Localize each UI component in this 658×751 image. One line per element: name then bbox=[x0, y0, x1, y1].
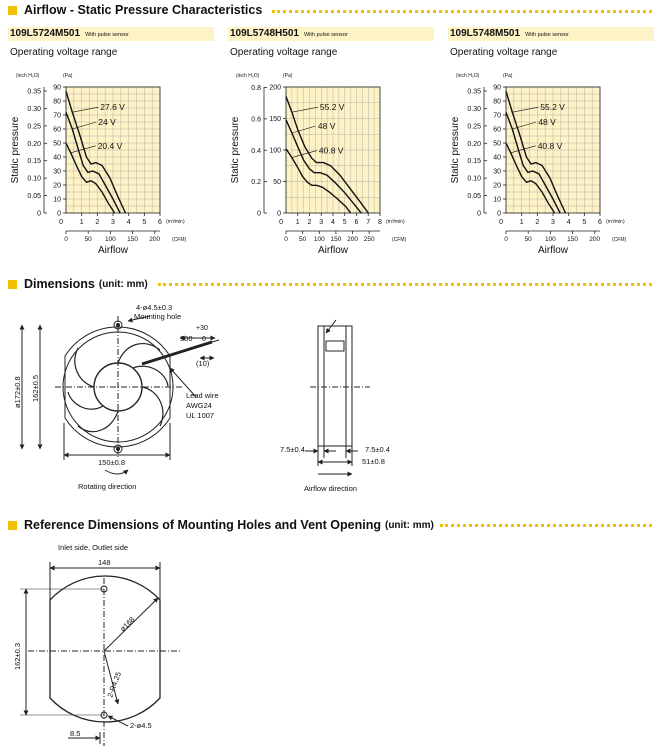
rotating-direction-label: Rotating direction bbox=[78, 482, 137, 491]
y-tick-label-pa: 60 bbox=[493, 126, 501, 134]
y-tick-label-pa: 40 bbox=[53, 154, 61, 162]
width-label: 150±0.8 bbox=[98, 458, 126, 467]
y-tick-label-inch: 0 bbox=[477, 210, 481, 218]
cfm-tick-label: 0 bbox=[504, 236, 508, 243]
y-tick-label-pa: 30 bbox=[53, 168, 61, 176]
x-tick-label: 3 bbox=[551, 219, 555, 226]
vent-opening-outline bbox=[50, 576, 160, 722]
series-label: 27.6 V bbox=[100, 102, 125, 113]
cfm-tick-label: 100 bbox=[313, 236, 325, 243]
y-tick-label-pa: 100 bbox=[269, 147, 281, 155]
x-tick-label: 3 bbox=[319, 219, 324, 226]
cfm-tick-label: 50 bbox=[299, 236, 307, 243]
holes-label: 4-ø4.5±0.3 bbox=[136, 303, 173, 312]
x-unit-cfm: (CFM) bbox=[612, 237, 627, 243]
ref-width: 148 bbox=[98, 558, 111, 567]
y-tick-label-pa: 70 bbox=[53, 112, 61, 120]
section-airflow-header bbox=[8, 3, 262, 17]
y-tick-label-inch: 0 bbox=[37, 210, 41, 218]
lead-wire-label: Lead wire bbox=[186, 391, 219, 400]
y-tick-label-inch: 0.35 bbox=[27, 88, 41, 96]
x-tick-label: 0 bbox=[279, 219, 283, 226]
chart-model: 109L5748H501 With pulse sensor bbox=[230, 28, 348, 39]
y-unit-pa: (Pa) bbox=[503, 73, 513, 79]
series-label: 40.8 V bbox=[318, 145, 344, 156]
y-tick-label-pa: 50 bbox=[493, 140, 501, 148]
x-unit-m3: (m³/min) bbox=[606, 219, 625, 225]
airflow-direction-label: Airflow direction bbox=[304, 484, 357, 493]
x-axis-title: Airflow bbox=[317, 245, 349, 256]
section-title: Dimensions bbox=[24, 277, 95, 291]
y-axis-title: Static pressure bbox=[450, 116, 461, 184]
ref-diameter: ø168 bbox=[118, 614, 137, 634]
y-tick-label-inch: 0.6 bbox=[251, 116, 261, 124]
cfm-tick-label: 100 bbox=[544, 236, 556, 243]
chart-model: 109L5748M501 With pulse sensor bbox=[450, 28, 569, 39]
awg-label: AWG24 bbox=[186, 401, 212, 410]
y-tick-label-inch: 0.35 bbox=[467, 88, 481, 96]
fan-side-body bbox=[318, 326, 352, 446]
y-tick-label-inch: 0.20 bbox=[27, 140, 41, 148]
section-dimensions-header bbox=[8, 277, 148, 291]
y-unit-inch: (inch H₂O) bbox=[236, 73, 260, 79]
y-tick-label-inch: 0.2 bbox=[251, 179, 261, 187]
y-tick-label-pa: 90 bbox=[53, 84, 61, 92]
cfm-tick-label: 150 bbox=[567, 236, 578, 243]
ref-holes: 2-ø4.5 bbox=[130, 721, 152, 730]
section-marker bbox=[8, 6, 17, 15]
y-unit-inch: (inch H₂O) bbox=[456, 73, 480, 79]
cfm-tick-label: 0 bbox=[64, 236, 68, 243]
cfm-tick-label: 50 bbox=[524, 236, 532, 243]
chart-2 bbox=[228, 57, 434, 259]
x-tick-label: 4 bbox=[126, 219, 131, 226]
series-label: 40.8 V bbox=[537, 140, 563, 151]
x-tick-label: 2 bbox=[535, 219, 540, 226]
y-tick-label-inch: 0.10 bbox=[467, 175, 481, 183]
y-tick-label-inch: 0 bbox=[257, 210, 261, 218]
y-tick-label-pa: 40 bbox=[493, 154, 501, 162]
depth-label: 51±0.8 bbox=[362, 457, 385, 466]
x-tick-label: 6 bbox=[598, 219, 602, 226]
x-tick-label: 8 bbox=[378, 219, 382, 226]
x-tick-label: 5 bbox=[582, 219, 587, 226]
series-label: 20.4 V bbox=[97, 140, 123, 151]
section-title: Reference Dimensions of Mounting Holes and Vent Opening bbox=[24, 518, 381, 532]
y-tick-label-inch: 0.10 bbox=[27, 175, 41, 183]
series-label: 55.2 V bbox=[540, 102, 565, 113]
y-axis-title: Static pressure bbox=[230, 116, 241, 184]
section-rule bbox=[272, 10, 652, 13]
rotation-arrow bbox=[105, 470, 128, 474]
ref-subtitle: Inlet side, Outlet side bbox=[58, 543, 129, 552]
ref-radius: 2-R4.25 bbox=[105, 670, 124, 699]
section-marker bbox=[8, 280, 17, 289]
cfm-tick-label: 100 bbox=[104, 236, 116, 243]
x-tick-label: 3 bbox=[111, 219, 115, 226]
y-tick-label-pa: 60 bbox=[53, 126, 61, 134]
lead-strip: (10) bbox=[196, 359, 210, 368]
side-right-label: 7.5±0.4 bbox=[365, 445, 390, 454]
x-unit-cfm: (CFM) bbox=[172, 237, 187, 243]
x-tick-label: 6 bbox=[354, 219, 359, 226]
y-tick-label-inch: 0.25 bbox=[27, 123, 41, 131]
y-tick-label-pa: 20 bbox=[53, 182, 61, 190]
y-tick-label-pa: 80 bbox=[493, 98, 501, 106]
section-title: Airflow - Static Pressure Characteristics bbox=[24, 3, 263, 17]
y-tick-label-inch: 0.05 bbox=[27, 193, 41, 201]
x-tick-label: 4 bbox=[331, 219, 335, 226]
lead-plus: +30 bbox=[196, 325, 208, 332]
chart-1 bbox=[8, 57, 214, 259]
chart-model: 109L5724M501 With pulse sensor bbox=[10, 28, 129, 39]
y-tick-label-pa: 200 bbox=[269, 84, 281, 92]
y-unit-pa: (Pa) bbox=[63, 73, 73, 79]
x-unit-m3: (m³/min) bbox=[166, 219, 185, 225]
y-tick-label-pa: 80 bbox=[53, 98, 61, 106]
x-tick-label: 0 bbox=[59, 219, 63, 226]
x-tick-label: 2 bbox=[307, 219, 312, 226]
x-tick-label: 1 bbox=[295, 219, 300, 226]
chart-subtitle: Operating voltage range bbox=[10, 47, 118, 58]
chart-panel-2 bbox=[228, 27, 434, 259]
section-reference-header bbox=[8, 518, 434, 532]
y-tick-label-pa: 10 bbox=[53, 196, 61, 204]
x-tick-label: 6 bbox=[158, 219, 162, 226]
height-label: 162±0.5 bbox=[31, 374, 40, 402]
ref-height: 162±0.3 bbox=[13, 642, 22, 670]
section-marker bbox=[8, 521, 17, 530]
mounting-hole-label: Mounting hole bbox=[134, 312, 182, 321]
cfm-tick-label: 150 bbox=[330, 236, 342, 243]
x-unit-m3: (m³/min) bbox=[386, 219, 405, 225]
x-axis-title: Airflow bbox=[537, 245, 569, 256]
ul-label: UL 1007 bbox=[186, 411, 215, 420]
y-tick-label-inch: 0.30 bbox=[467, 105, 481, 113]
y-tick-label-inch: 0.8 bbox=[251, 85, 261, 93]
section-rule bbox=[158, 283, 652, 286]
cfm-tick-label: 150 bbox=[127, 236, 138, 243]
y-unit-pa: (Pa) bbox=[283, 73, 293, 79]
section-unit: (unit: mm) bbox=[384, 519, 434, 531]
x-tick-label: 2 bbox=[95, 219, 100, 226]
y-tick-label-pa: 50 bbox=[53, 140, 61, 148]
ref-offset: 8.5 bbox=[70, 729, 81, 738]
cfm-tick-label: 250 bbox=[363, 236, 375, 243]
y-tick-label-pa: 50 bbox=[273, 179, 281, 186]
x-axis-title: Airflow bbox=[97, 245, 129, 256]
y-tick-label-inch: 0.30 bbox=[27, 105, 41, 113]
chart-subtitle: Operating voltage range bbox=[450, 47, 558, 58]
y-tick-label-inch: 0.05 bbox=[467, 193, 481, 201]
x-tick-label: 1 bbox=[519, 219, 524, 226]
diameter-label: ø172±0.8 bbox=[13, 376, 22, 408]
lead-minus: 0 bbox=[202, 336, 206, 343]
cfm-tick-label: 0 bbox=[284, 236, 288, 243]
y-tick-label-pa: 30 bbox=[493, 168, 501, 176]
chart-panel-3 bbox=[448, 27, 654, 259]
y-tick-label-inch: 0.20 bbox=[467, 140, 481, 148]
y-tick-label-pa: 20 bbox=[493, 182, 501, 190]
y-tick-label-inch: 0.4 bbox=[251, 147, 261, 155]
series-label: 48 V bbox=[317, 120, 336, 131]
x-tick-label: 4 bbox=[566, 219, 571, 226]
cfm-tick-label: 200 bbox=[589, 236, 601, 243]
y-tick-label-inch: 0.15 bbox=[27, 158, 41, 166]
reference-drawing bbox=[0, 538, 658, 750]
dimensions-drawing bbox=[0, 298, 658, 508]
x-tick-label: 1 bbox=[79, 219, 84, 226]
chart-panel-1 bbox=[8, 27, 214, 259]
chart-subtitle: Operating voltage range bbox=[230, 47, 338, 58]
series-label: 24 V bbox=[98, 117, 116, 127]
x-unit-cfm: (CFM) bbox=[392, 237, 407, 243]
y-tick-label-pa: 90 bbox=[493, 84, 501, 92]
x-tick-label: 5 bbox=[142, 219, 147, 226]
y-tick-label-inch: 0.15 bbox=[467, 158, 481, 166]
y-unit-inch: (inch H₂O) bbox=[16, 73, 40, 79]
lead-length: 300 bbox=[180, 334, 193, 343]
series-label: 48 V bbox=[538, 117, 556, 127]
cfm-tick-label: 200 bbox=[347, 236, 358, 243]
y-tick-label-pa: 10 bbox=[493, 196, 501, 204]
section-unit: (unit: mm) bbox=[98, 278, 148, 290]
y-tick-label-inch: 0.25 bbox=[467, 123, 481, 131]
y-tick-label-pa: 70 bbox=[493, 112, 501, 120]
x-tick-label: 5 bbox=[342, 219, 347, 226]
y-tick-label-pa: 0 bbox=[277, 210, 281, 218]
y-tick-label-pa: 0 bbox=[497, 210, 501, 218]
cfm-tick-label: 200 bbox=[149, 236, 161, 243]
chart-3 bbox=[448, 57, 654, 259]
series-label: 55.2 V bbox=[319, 102, 345, 113]
side-left-label: 7.5±0.4 bbox=[280, 445, 305, 454]
y-tick-label-pa: 0 bbox=[57, 210, 61, 218]
y-axis-title: Static pressure bbox=[10, 116, 21, 184]
x-tick-label: 7 bbox=[366, 219, 371, 226]
x-tick-label: 0 bbox=[499, 219, 503, 226]
cfm-tick-label: 50 bbox=[84, 236, 92, 243]
y-tick-label-pa: 150 bbox=[269, 116, 281, 123]
section-rule bbox=[440, 524, 652, 527]
